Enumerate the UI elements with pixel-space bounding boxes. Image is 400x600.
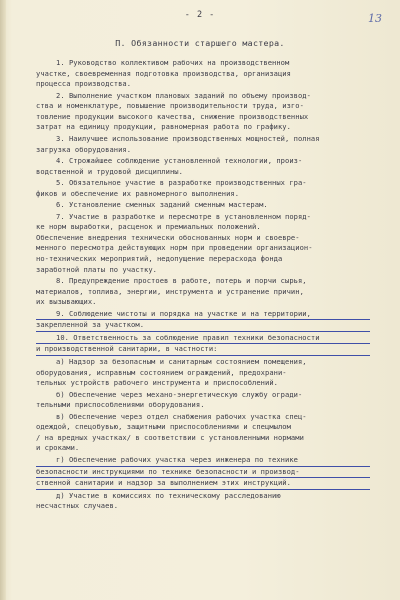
paragraph-line: затрат на единицу продукции, равномерная работа по графику. [36, 122, 291, 132]
section-title: П. Обязанности старшего мастера. [115, 38, 285, 48]
paragraph-line: 4. Строжайшее соблюдение установленной технологии, произ- [56, 156, 303, 166]
paragraph-line: фиков и обеспечение их равномерного выполнения. [36, 188, 240, 198]
paragraph-line: г) Обеспечение рабочих участка через инженера по технике [36, 455, 370, 467]
paragraph [36, 212, 370, 276]
paragraph-line: д) Участие в комиссиях по техническому расследованию [56, 490, 281, 500]
paragraph [36, 357, 370, 389]
paragraph-line: а) Надзор за безопасным и санитарным состоянием помещения, [56, 356, 307, 366]
paragraph [36, 412, 370, 454]
paragraph-line: 5. Обязательное участие в разработке производственных гра- [56, 178, 307, 188]
paragraph-line: но-технических мероприятий, недопущение перерасхода фонда [36, 254, 283, 264]
paragraph [36, 178, 370, 199]
paragraph-line: оборудования, исправным состоянием ограждений, предохрани- [36, 367, 287, 377]
paragraph-line: 6. Установление сменных заданий сменным мастерам. [56, 200, 268, 210]
paragraph-line: тельных устройств рабочего инструмента и приспособлений. [36, 378, 278, 388]
paragraph-line: в) Обеспечение через отдел снабжения рабочих участка спец- [56, 411, 307, 421]
paragraph-line: и сроками. [36, 443, 80, 453]
binding-edge [0, 0, 6, 600]
paragraph-line: / на вредных участках/ в соответствии с установленными нормами [36, 432, 304, 442]
paragraph-line: их вызывающих. [36, 297, 97, 307]
paragraph [36, 200, 370, 211]
paragraph-line: заработной платы по участку. [36, 264, 157, 274]
paragraph-line: материалов, топлива, энергии, инструмента и устранение причин, [36, 286, 304, 296]
paragraph [36, 134, 370, 155]
folio-number: 13 [368, 12, 382, 25]
paragraph-line: процесса производства. [36, 79, 132, 89]
paragraph [36, 91, 370, 133]
paragraph-line: товление продукции высокого качества, снижение производственных [36, 111, 309, 121]
paragraph-line: несчастных случаев. [36, 501, 119, 511]
paragraph-line: 7. Участие в разработке и пересмотре в установленном поряд- [56, 211, 311, 221]
paragraph [36, 491, 370, 512]
paragraph-line: 10. Ответственность за соблюдение правил техники безопасности [36, 333, 370, 345]
paragraph [36, 309, 370, 332]
paragraph-line: 3. Наилучшее использование производственных мощностей, полная [56, 133, 320, 143]
paragraph-line: 2. Выполнение участком плановых заданий по объему производ- [56, 90, 311, 100]
paragraph-line: безопасности инструкциями по технике безопасности и производ- [36, 467, 370, 479]
paragraph-line: водственной и трудовой дисциплины. [36, 166, 183, 176]
paragraph-line: одеждой, спецобувью, защитными приспособлениями и спецмылом [36, 422, 291, 432]
paragraph-line: участке, своевременная подготовка производства, организация [36, 68, 291, 78]
paragraph-line: ства и номенклатуре, повышение производительности труда, изго- [36, 101, 304, 111]
paragraph-line: 9. Соблюдение чистоты и порядка на участке и на территории, [36, 309, 370, 321]
paragraph [36, 390, 370, 411]
paragraph [36, 156, 370, 177]
paragraph [36, 455, 370, 490]
paragraph-line: и производственной санитарии, в частности: [36, 344, 370, 356]
paragraph [36, 333, 370, 356]
paragraph-line: закрепленной за участком. [36, 320, 370, 332]
document-body [36, 58, 370, 513]
paragraph-line: 1. Руководство коллективом рабочих на производственном [56, 58, 290, 67]
paragraph-line: Обеспечение внедрения технически обоснованных норм и своевре- [36, 232, 300, 242]
paragraph-line: 8. Предупреждение простоев в работе, потерь и порчи сырья, [56, 276, 307, 286]
paragraph [36, 58, 370, 90]
page-number: - 2 - [184, 10, 216, 20]
paragraph-line: ственной санитарии и надзор за выполнением этих инструкций. [36, 478, 370, 490]
paragraph-line: менного пересмотра действующих норм при проведении организацион- [36, 243, 313, 253]
paragraph-line: б) Обеспечение через механо-энергетическую службу огради- [56, 389, 303, 399]
paragraph-line: тельными приспособлениями оборудования. [36, 400, 205, 410]
paragraph-line: загрузка оборудования. [36, 144, 132, 154]
paragraph [36, 276, 370, 308]
paragraph-line: ке норм выработки, расценок и премиальных положений. [36, 222, 261, 232]
